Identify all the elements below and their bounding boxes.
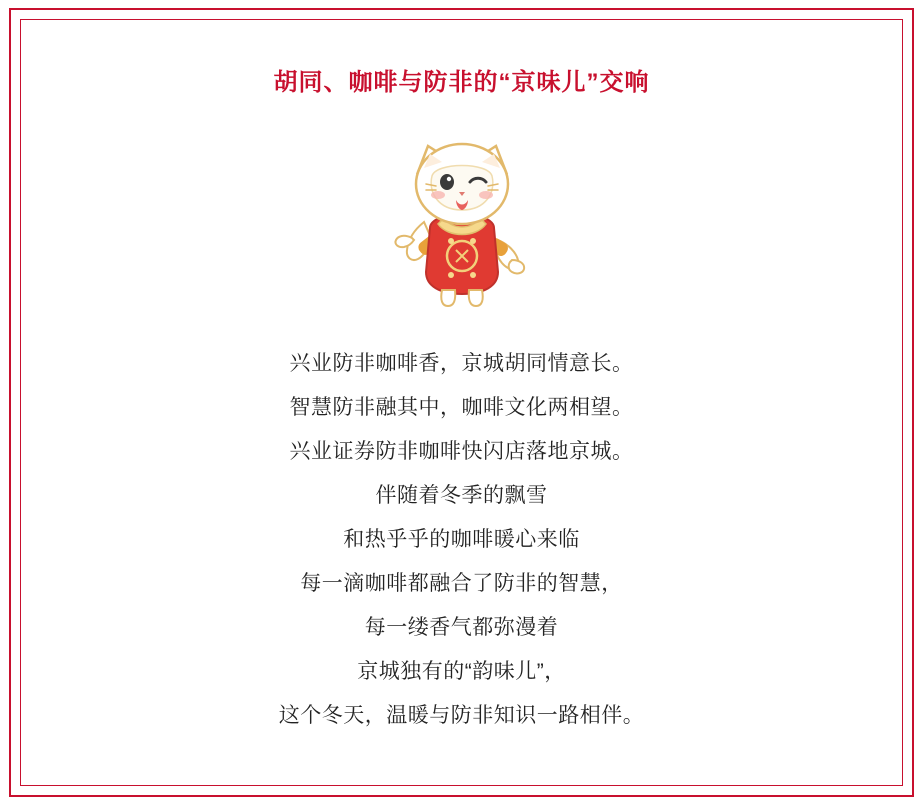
poster-content: [30, 30, 893, 775]
poem-line: 这个冬天，温暖与防非知识一路相伴。: [278, 703, 645, 727]
poem-line: 智慧防非融其中，咖啡文化两相望。: [289, 395, 634, 419]
page-title: 胡同、咖啡与防非的“京味儿”交响: [273, 69, 650, 96]
poem-text: [30, 342, 893, 738]
poem-line: 京城独有的“韵味儿”，: [357, 659, 566, 683]
poem-line: 每一缕香气都弥漫着: [364, 615, 559, 639]
winking-cat-mascot-icon: [352, 120, 572, 320]
mascot-illustration: [352, 120, 572, 320]
poem-line: 兴业证券防非咖啡快闪店落地京城。: [289, 439, 634, 463]
poem-line: 每一滴咖啡都融合了防非的智慧，: [300, 571, 623, 595]
poem-line: 伴随着冬季的飘雪: [375, 483, 548, 507]
poem-line: 和热乎乎的咖啡暖心来临: [343, 527, 580, 551]
poem-line: 兴业防非咖啡香，京城胡同情意长。: [289, 351, 634, 375]
